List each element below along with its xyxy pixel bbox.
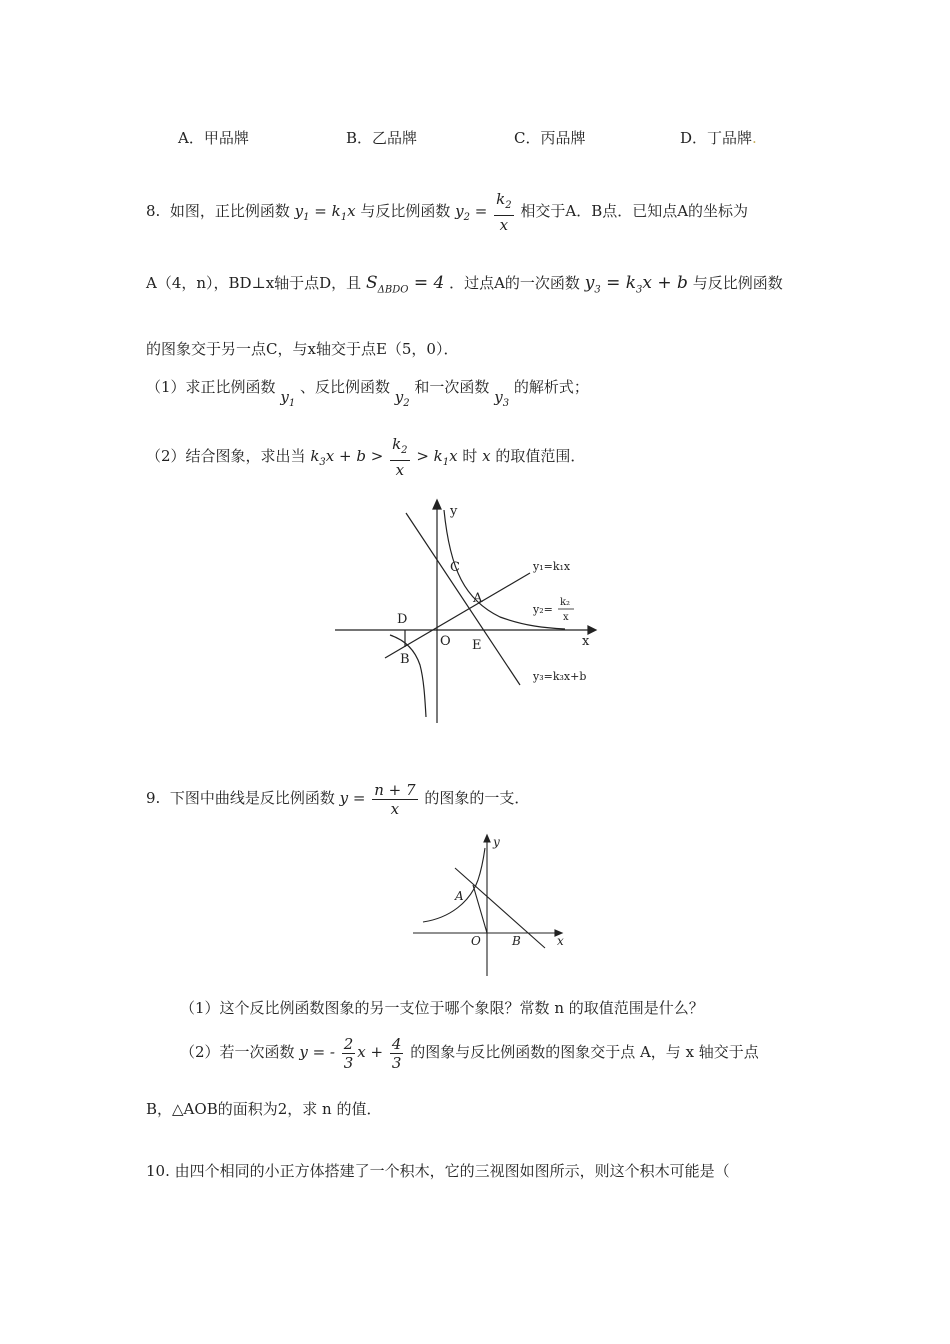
q7-option-a: A．甲品牌: [178, 129, 249, 147]
q9-part2: [180, 1030, 759, 1074]
q8-line2: [146, 272, 783, 295]
decorative-dot: .: [752, 129, 757, 147]
q9-label-b: B: [512, 934, 521, 948]
q8-figure: [330, 495, 620, 725]
q8-formula-y2: $y_2$ = $\frac{k_2}{x}$: [455, 190, 512, 234]
q10-text: 10. 由四个相同的小正方体搭建了一个积木，它的三视图如图所示，则这个积木可能是（: [146, 1162, 730, 1180]
q8-line-y3: [406, 513, 520, 685]
q8-part1-d: 的解析式；: [513, 378, 589, 396]
q8-part1-y2: $y_2$: [394, 388, 410, 409]
q8-label-e: E: [472, 638, 482, 653]
q8-part1: [146, 376, 589, 409]
q8-label-c: C: [450, 560, 460, 575]
q9-label-o: O: [471, 934, 481, 948]
q8-part1-c: 和一次函数: [414, 378, 490, 396]
q8-hyperbola-branch-2: [390, 635, 426, 717]
q8-label-a: A: [473, 591, 483, 606]
q9-label-a: A: [455, 889, 464, 903]
q9-number: 9.: [146, 789, 161, 807]
q9-part2-line2: B，△AOB的面积为2，求 n 的值．: [146, 1100, 382, 1118]
q8-part2-c: 的取值范围．: [495, 447, 586, 465]
q7-option-d-text: D．丁品牌: [680, 129, 753, 147]
q7-option-d: [680, 127, 757, 148]
q8-label-x: x: [582, 634, 590, 649]
q8-legend-y2-den: x: [563, 612, 569, 623]
q8-line1-a: 如图，正比例函数: [169, 202, 290, 220]
q8-line2-c: 与反比例函数: [692, 274, 783, 292]
q8-number: 8.: [146, 202, 161, 220]
q9-label-x: x: [557, 934, 564, 948]
q8-formula-y1: $y_1 = k_1x$: [294, 202, 356, 223]
q8-part2-a: （2）结合图象，求出当: [146, 447, 306, 465]
q9-y-arrow: [484, 835, 490, 842]
q8-part2: [146, 434, 585, 485]
q7-option-b: B．乙品牌: [346, 129, 418, 147]
q9-frac-den: x: [390, 799, 400, 818]
q9-formula: y = $\frac{n + 7}{x}$: [339, 780, 416, 818]
q7-option-c: C．丙品牌: [514, 129, 586, 147]
q8-label-b: B: [400, 652, 410, 667]
q8-part1-b: 、反比例函数: [299, 378, 390, 396]
q9-part2-a: （2）若一次函数: [180, 1043, 295, 1061]
q9-line1-a: 下图中曲线是反比例函数: [169, 789, 335, 807]
q8-line1-c: 相交于A．B点．已知点A的坐标为: [520, 202, 749, 220]
q8-label-d: D: [397, 612, 408, 627]
q8-legend-y2-prefix: y₂=: [533, 603, 553, 616]
q8-formula-y3: $y_3 = k_3x + b$: [584, 273, 688, 296]
q9-label-y: y: [493, 835, 500, 849]
q9-hyperbola: [423, 848, 485, 922]
q9-part1: （1）这个反比例函数图象的另一支位于哪个象限？常数 n 的取值范围是什么？: [180, 999, 704, 1017]
q8-x-arrow: [588, 626, 596, 634]
q8-part1-y3: $y_3$: [494, 388, 510, 409]
q9-part2-b: 的图象与反比例函数的图象交于点 A，与 x 轴交于点: [410, 1043, 759, 1061]
q8-legend-y2-num: k₂: [560, 597, 571, 608]
q8-y-arrow: [433, 500, 441, 509]
q8-part1-y1: $y_1$: [280, 388, 296, 409]
q8-label-y: y: [450, 504, 458, 519]
q8-area-formula: $S_{\Delta BDO} = 4$: [365, 273, 445, 296]
q8-part2-b: 时: [462, 447, 478, 465]
q8-inequality: $k_3x + b$ > $\frac{k_2}{x}$ > $k_1x$: [310, 435, 458, 479]
q8-variable-x: x: [482, 447, 491, 465]
q8-label-o: O: [440, 634, 451, 649]
q8-line1: [146, 188, 748, 241]
q9-frac-num: n + 7: [374, 780, 416, 799]
q8-line3: 的图象交于另一点C，与x轴交于点E（5，0）．: [146, 340, 459, 358]
q9-line1: [146, 776, 529, 820]
q8-line1-b: 与反比例函数: [360, 202, 451, 220]
q8-part1-a: （1）求正比例函数: [146, 378, 276, 396]
q8-legend-y3: y₃=k₃x+b: [533, 670, 587, 683]
q9-line: [455, 868, 545, 948]
q9-line1-b: 的图象的一支．: [424, 789, 530, 807]
q9-linear-formula: y = - $\frac{2}{3}$ x + $\frac{4}{3}$: [299, 1034, 402, 1072]
q8-line2-b: ．过点A的一次函数: [449, 274, 580, 292]
q8-legend-y1: y₁=k₁x: [533, 560, 571, 573]
q9-figure: [405, 830, 580, 980]
q9-segment-oa: [473, 885, 487, 933]
q8-line2-a: A（4，n），BD⊥x轴于点D，且: [146, 274, 362, 292]
